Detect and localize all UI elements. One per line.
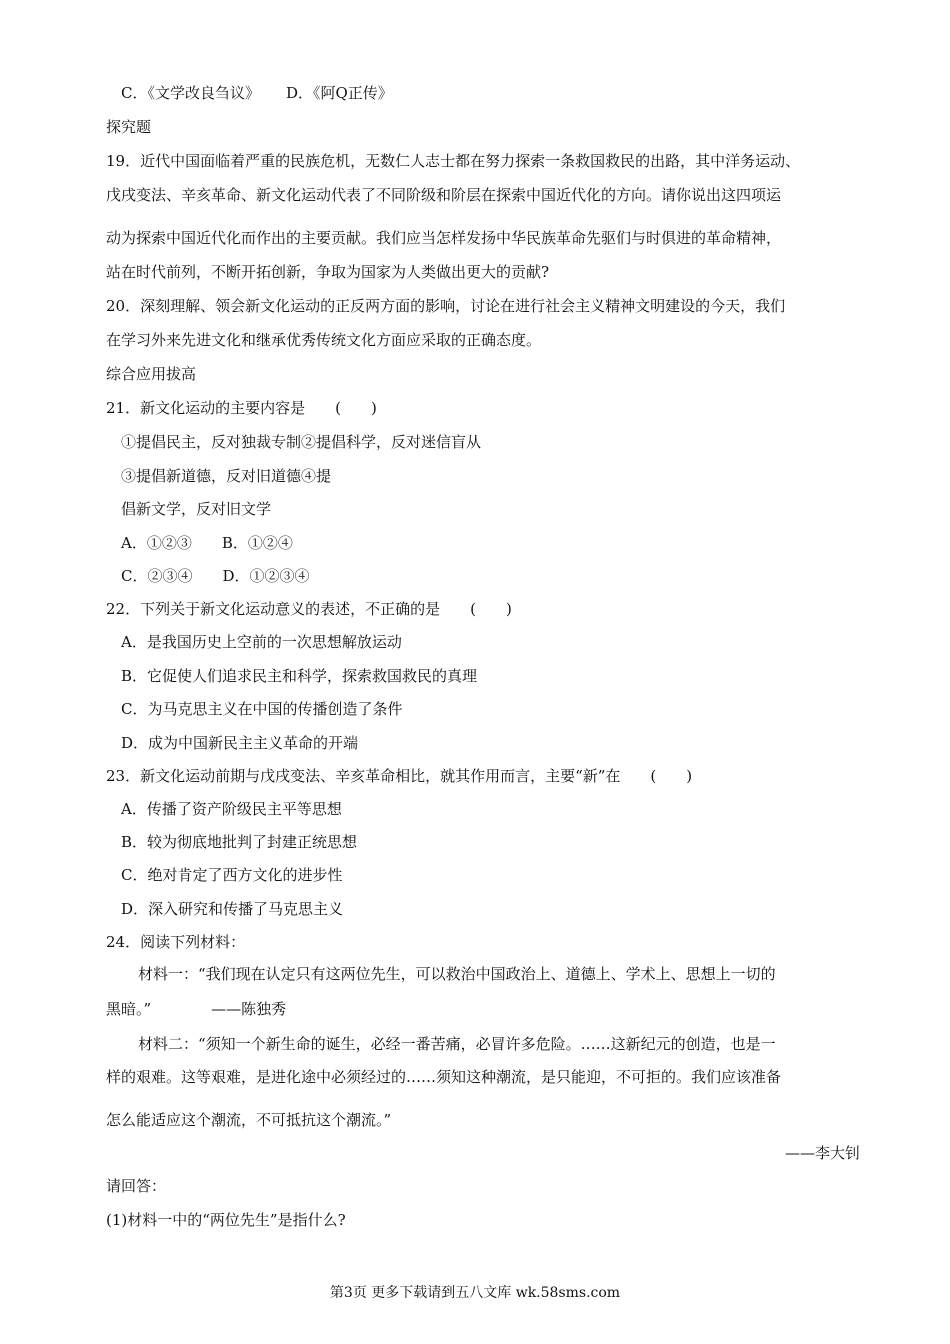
question-23-option-d: D．深入研究和传播了马克思主义 xyxy=(121,900,344,918)
question-21-item-4-cont: 倡新文学，反对旧文学 xyxy=(121,500,272,518)
question-22-option-d: D．成为中国新民主主义革命的开端 xyxy=(121,734,359,752)
question-19-line-1: 19．近代中国面临着严重的民族危机，无数仁人志士都在努力探索一条救国救民的出路，其中洋务运动、 xyxy=(106,152,801,170)
question-19-line-4: 站在时代前列，不断开拓创新，争取为国家为人类做出更大的贡献? xyxy=(106,263,550,281)
section-heading-explore: 探究题 xyxy=(106,118,152,136)
question-22-stem: 22．下列关于新文化运动意义的表述，不正确的是 ( ) xyxy=(106,600,512,618)
option-b: B．①②④ xyxy=(221,534,293,552)
question-21-item-1-2: ①提倡民主，反对独裁专制②提倡科学，反对迷信盲从 xyxy=(121,433,482,451)
material-1-line-2: 黑暗。” ——陈独秀 xyxy=(106,1000,287,1018)
option-a: A．①②③ xyxy=(121,534,192,552)
option-c: C．②③④ xyxy=(121,567,193,585)
material-1-line-1: 材料一：“我们现在认定只有这两位先生，可以救治中国政治上、道德上、学术上、思想上一切的 xyxy=(138,965,776,983)
option-d: D．①②③④ xyxy=(222,567,310,585)
question-24-stem: 24．阅读下列材料： xyxy=(106,933,246,951)
question-22-option-b: B．它促使人们追求民主和科学，探索救国救民的真理 xyxy=(121,667,478,685)
question-20-line-2: 在学习外来先进文化和继承优秀传统文化方面应采取的正确态度。 xyxy=(106,331,542,349)
question-23-stem: 23．新文化运动前期与戊戌变法、辛亥革命相比，就其作用而言，主要“新”在 ( ) xyxy=(106,767,693,785)
option-d: D．《阿Q正传》 xyxy=(285,84,393,102)
page-footer: 第3页 更多下载请到五八文库 wk.58sms.com xyxy=(329,1285,621,1301)
question-23-option-c: C．绝对肯定了西方文化的进步性 xyxy=(121,866,343,884)
option-c: C．《文学改良刍议》 xyxy=(121,84,260,102)
material-2-line-1: 材料二：“须知一个新生命的诞生，必经一番苦痛，必冒许多危险。……这新纪元的创造，也是一 xyxy=(138,1035,776,1053)
question-19-line-2: 戊戌变法、辛亥革命、新文化运动代表了不同阶级和阶层在探索中国近代化的方向。请你说出这四项运 xyxy=(106,186,782,204)
question-23-option-b: B．较为彻底地批判了封建正统思想 xyxy=(121,833,358,851)
answer-prompt: 请回答： xyxy=(106,1177,167,1195)
material-2-attribution: ——李大钊 xyxy=(784,1144,860,1162)
question-19-line-3: 动为探索中国近代化而作出的主要贡献。我们应当怎样发扬中华民族革命先驱们与时俱进的革命精神， xyxy=(106,229,782,247)
material-2-line-3: 怎么能适应这个潮流，不可抵抗这个潮流。” xyxy=(106,1111,392,1129)
question-22-option-c: C．为马克思主义在中国的传播创造了条件 xyxy=(121,700,403,718)
question-22-option-a: A．是我国历史上空前的一次思想解放运动 xyxy=(121,633,402,651)
question-20-line-1: 20．深刻理解、领会新文化运动的正反两方面的影响，讨论在进行社会主义精神文明建设的今天，我们 xyxy=(106,297,786,315)
question-21-options-cd xyxy=(121,566,310,586)
option-c-d-line-q18 xyxy=(121,83,393,103)
question-21-item-3-4: ③提倡新道德，反对旧道德④提 xyxy=(121,467,332,485)
question-21-options-ab xyxy=(121,533,293,553)
sub-question-1: (1)材料一中的“两位先生”是指什么? xyxy=(106,1211,346,1229)
question-23-option-a: A．传播了资产阶级民主平等思想 xyxy=(121,800,342,818)
material-2-line-2: 样的艰难。这等艰难，是进化途中必须经过的……须知这种潮流，是只能迎，不可拒的。我们应该准备 xyxy=(106,1068,782,1086)
question-21-stem: 21．新文化运动的主要内容是 ( ) xyxy=(106,399,377,417)
section-heading-application: 综合应用拔高 xyxy=(106,365,197,383)
